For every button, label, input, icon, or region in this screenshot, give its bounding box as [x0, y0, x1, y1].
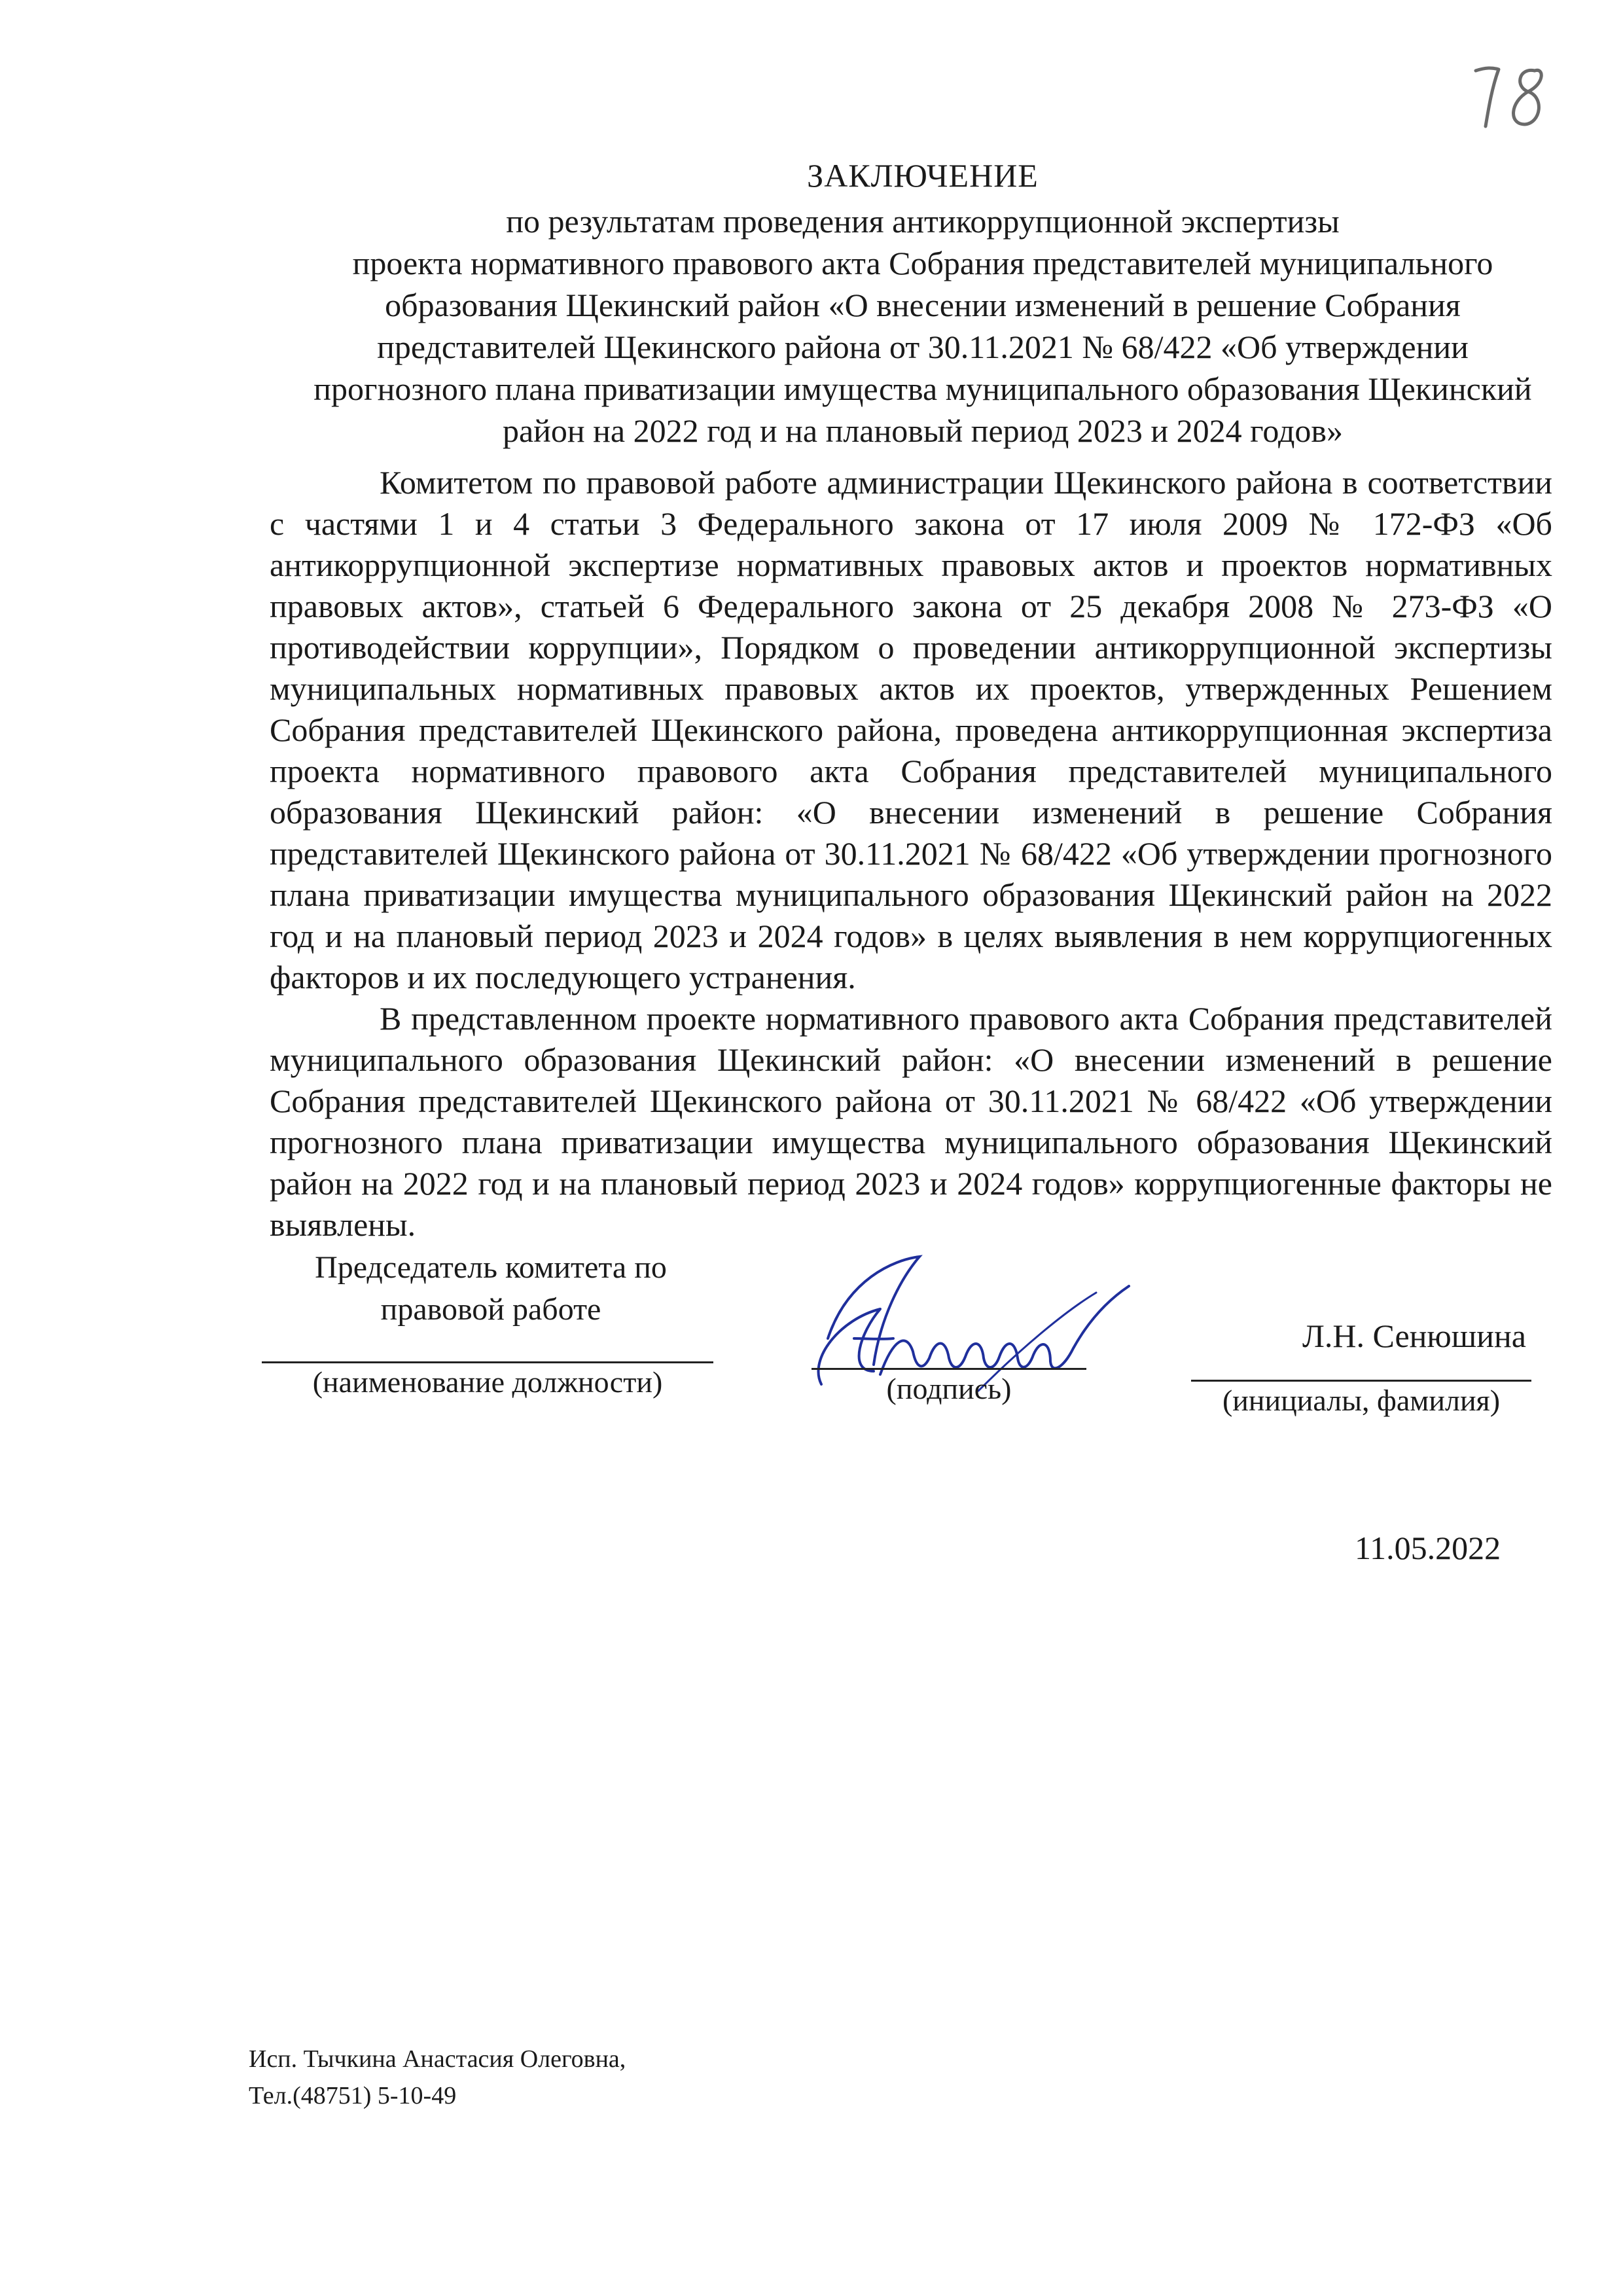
title-line: по результатам проведения антикоррупционной экспертизы [506, 203, 1340, 240]
title-line: прогнозного плана приватизации имущества муниципального образования Щекинский [313, 370, 1532, 407]
signer-position: Председатель комитета по правовой работе [315, 1250, 667, 1327]
executor-name: Исп. Тычкина Анастасия Олеговна, [249, 2045, 626, 2073]
body-paragraph: Комитетом по правовой работе администрации Щекинского района в соответствии с частями 1 и 4 статьи 3 Федерального закона от 17 июля 2009 № 172-ФЗ «Об антикоррупционной экспертизе нормативных правовых актов и проектов нормативных правовых актов», статьей 6 Федерального закона от 25 декабря 2008 № 273-ФЗ «О противодействии коррупции», Порядком о проведении антикоррупционной экспертизы муниципальных нормативных правовых актов их проектов, утвержденных Решением Собрания представителей Щекинского района, проведена антикоррупционная экспертиза проекта нормативного правового акта Собрания представителей муниципального образования Щекинский район: «О внесении изменений в решение Собрания представителей Щекинского района от 30.11.2021 № 68/422 «Об утверждении прогнозного плана приватизации имущества муниципального образования Щекинский район на 2022 год и на плановый период 2023 и 2024 годов» в целях выявления в нем коррупциогенных факторов и их последующего устранения. [270, 464, 1552, 996]
title-line: образования Щекинский район «О внесении изменений в решение Собрания [385, 287, 1461, 323]
document-title-block [288, 154, 1558, 452]
title-line: представителей Щекинского района от 30.11.2021 № 68/422 «Об утверждении [377, 329, 1469, 365]
executor-contact [249, 2041, 626, 2114]
signer-name: Л.Н. Сенюшина [1302, 1318, 1526, 1354]
title-line: проекта нормативного правового акта Собрания представителей муниципального [352, 245, 1493, 281]
signature-caption: (подпись) [886, 1372, 1012, 1405]
name-underline [1191, 1380, 1531, 1382]
position-underline [262, 1361, 713, 1363]
body-paragraph: В представленном проекте нормативного правового акта Собрания представителей муниципального образования Щекинский район: «О внесении изменений в решение Собрания представителей Щекинского района от 30.11.2021 № 68/422 «Об утверждении прогнозного плана приватизации имущества муниципального образования Щекинский район на 2022 год и на плановый период 2023 и 2024 годов» коррупциогенные факторы не выявлены. [270, 1000, 1552, 1243]
position-caption: (наименование должности) [312, 1365, 663, 1399]
signature-underline [812, 1368, 1086, 1370]
executor-phone: Тел.(48751) 5-10-49 [249, 2082, 457, 2109]
document-heading: ЗАКЛЮЧЕНИЕ [807, 157, 1039, 194]
title-line: район на 2022 год и на плановый период 2023 и 2024 годов» [502, 412, 1344, 449]
document-body [270, 462, 1552, 1246]
document-date: 11.05.2022 [1355, 1530, 1501, 1566]
name-caption: (инициалы, фамилия) [1222, 1384, 1501, 1417]
handwritten-page-number [1463, 51, 1567, 136]
